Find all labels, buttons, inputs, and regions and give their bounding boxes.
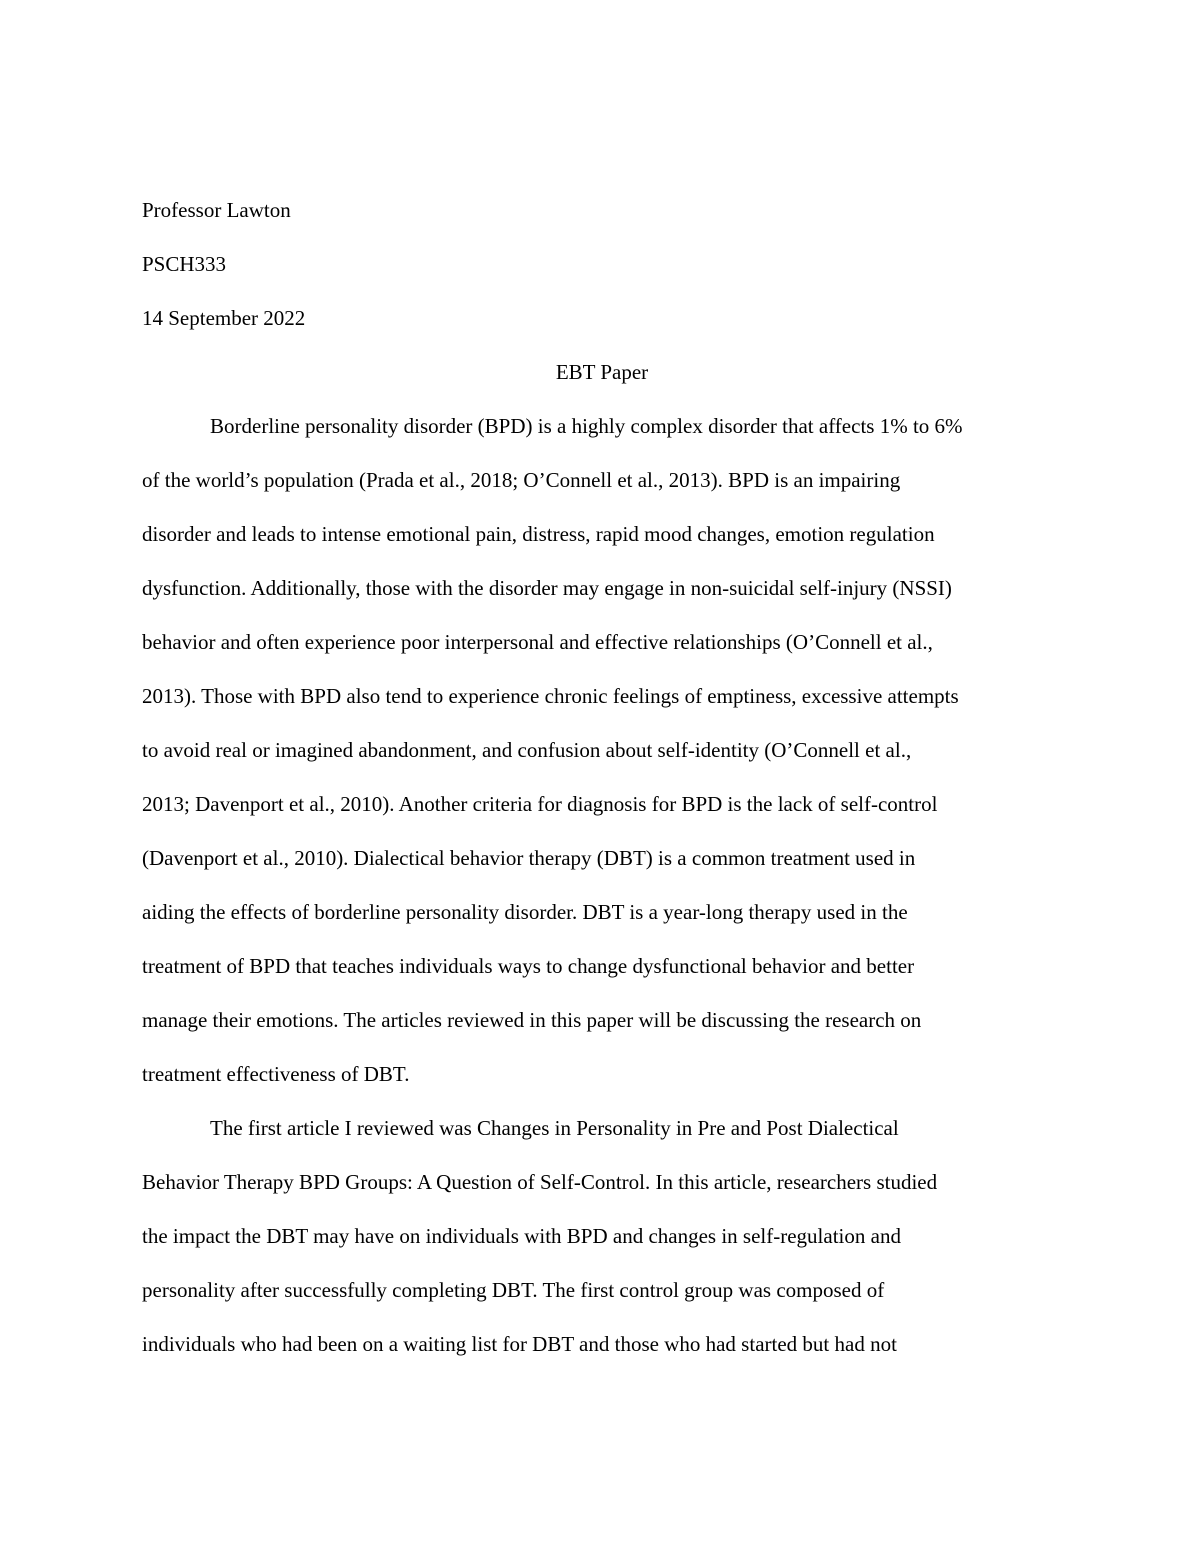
paragraph-line: to avoid real or imagined abandonment, and confusion about self-identity (O’Connell et al.,: [142, 738, 912, 762]
paragraph-line: (Davenport et al., 2010). Dialectical behavior therapy (DBT) is a common treatment used in: [142, 846, 916, 870]
paragraph-line: aiding the effects of borderline personality disorder. DBT is a year-long therapy used in the: [142, 900, 908, 924]
paragraph-line: manage their emotions. The articles reviewed in this paper will be discussing the research on: [142, 1008, 922, 1032]
paragraph-line: individuals who had been on a waiting list for DBT and those who had started but had not: [142, 1332, 897, 1356]
paragraph-line: treatment of BPD that teaches individuals ways to change dysfunctional behavior and better: [142, 954, 915, 978]
course-code: PSCH333: [142, 252, 227, 276]
paragraph-line: dysfunction. Additionally, those with the disorder may engage in non-suicidal self-injury (NSSI): [142, 576, 952, 600]
paragraph-line: Borderline personality disorder (BPD) is a highly complex disorder that affects 1% to 6%: [210, 414, 963, 438]
paragraph-line: of the world’s population (Prada et al., 2018; O’Connell et al., 2013). BPD is an impairing: [142, 468, 901, 492]
paragraph-2: [142, 1111, 1062, 1381]
paragraph-line: 2013; Davenport et al., 2010). Another criteria for diagnosis for BPD is the lack of self-control: [142, 792, 938, 816]
paragraph-line: behavior and often experience poor interpersonal and effective relationships (O’Connell et al.,: [142, 630, 933, 654]
paper-title-line: [142, 355, 1062, 409]
paragraph-1: [142, 409, 1062, 1111]
paragraph-line: The first article I reviewed was Changes in Personality in Pre and Post Dialectical: [210, 1116, 899, 1140]
paragraph-line: the impact the DBT may have on individuals with BPD and changes in self-regulation and: [142, 1224, 901, 1248]
paper-title: EBT Paper: [555, 360, 649, 384]
paragraph-line: Behavior Therapy BPD Groups: A Question of Self-Control. In this article, researchers studied: [142, 1170, 938, 1194]
paragraph-line: disorder and leads to intense emotional pain, distress, rapid mood changes, emotion regulation: [142, 522, 935, 546]
paragraph-line: 2013). Those with BPD also tend to experience chronic feelings of emptiness, excessive attempts: [142, 684, 959, 708]
professor-name: Professor Lawton: [142, 198, 291, 222]
document-body: [142, 193, 1062, 1381]
paper-date: 14 September 2022: [142, 306, 306, 330]
paragraph-line: personality after successfully completing DBT. The first control group was composed of: [142, 1278, 885, 1302]
paragraph-line: treatment effectiveness of DBT.: [142, 1062, 410, 1086]
